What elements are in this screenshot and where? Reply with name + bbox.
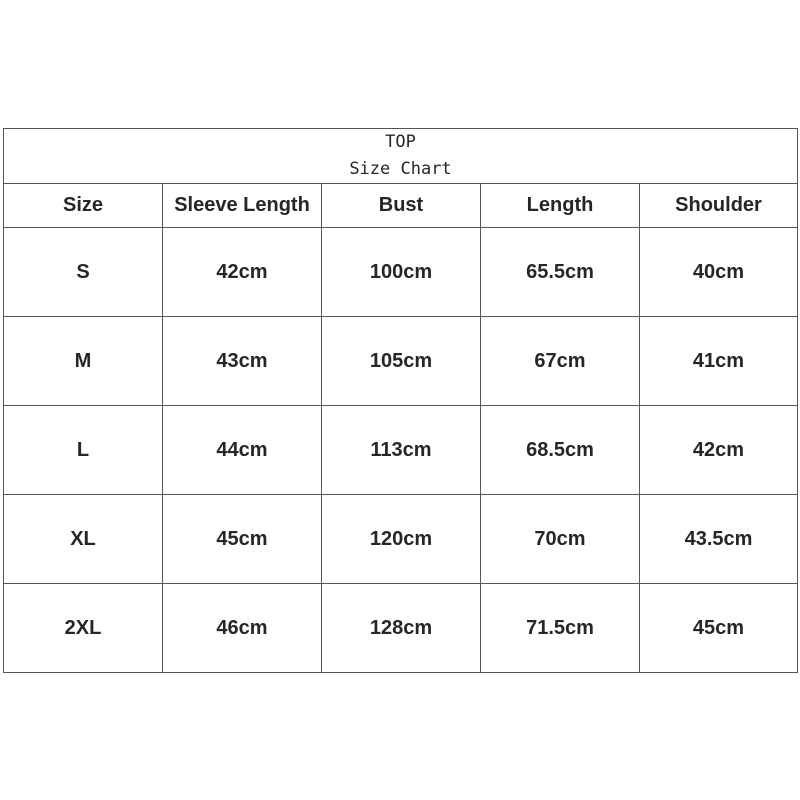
header-row <box>4 184 798 228</box>
title-line-top: TOP <box>385 132 416 152</box>
cell-sleeve-length: 45cm <box>163 495 322 584</box>
cell-bust: 113cm <box>322 406 481 495</box>
cell-length: 71.5cm <box>481 584 640 673</box>
cell-size: XL <box>4 495 163 584</box>
size-chart-table <box>3 128 798 673</box>
cell-shoulder: 40cm <box>640 228 798 317</box>
table-row <box>4 317 798 406</box>
cell-length: 70cm <box>481 495 640 584</box>
cell-size: L <box>4 406 163 495</box>
table-row <box>4 584 798 673</box>
header-bust: Bust <box>322 184 481 228</box>
cell-sleeve-length: 42cm <box>163 228 322 317</box>
cell-shoulder: 45cm <box>640 584 798 673</box>
cell-bust: 128cm <box>322 584 481 673</box>
cell-shoulder: 43.5cm <box>640 495 798 584</box>
header-sleeve-length: Sleeve Length <box>163 184 322 228</box>
header-length: Length <box>481 184 640 228</box>
table-row <box>4 406 798 495</box>
chart-title <box>4 129 798 184</box>
cell-shoulder: 42cm <box>640 406 798 495</box>
cell-sleeve-length: 44cm <box>163 406 322 495</box>
cell-length: 65.5cm <box>481 228 640 317</box>
cell-shoulder: 41cm <box>640 317 798 406</box>
title-line-size-chart: Size Chart <box>349 159 452 179</box>
cell-size: 2XL <box>4 584 163 673</box>
cell-sleeve-length: 46cm <box>163 584 322 673</box>
title-row <box>4 129 798 184</box>
cell-bust: 100cm <box>322 228 481 317</box>
cell-length: 68.5cm <box>481 406 640 495</box>
header-shoulder: Shoulder <box>640 184 798 228</box>
cell-size: S <box>4 228 163 317</box>
cell-bust: 120cm <box>322 495 481 584</box>
table-row <box>4 228 798 317</box>
cell-bust: 105cm <box>322 317 481 406</box>
header-size: Size <box>4 184 163 228</box>
cell-sleeve-length: 43cm <box>163 317 322 406</box>
cell-size: M <box>4 317 163 406</box>
cell-length: 67cm <box>481 317 640 406</box>
table-row <box>4 495 798 584</box>
